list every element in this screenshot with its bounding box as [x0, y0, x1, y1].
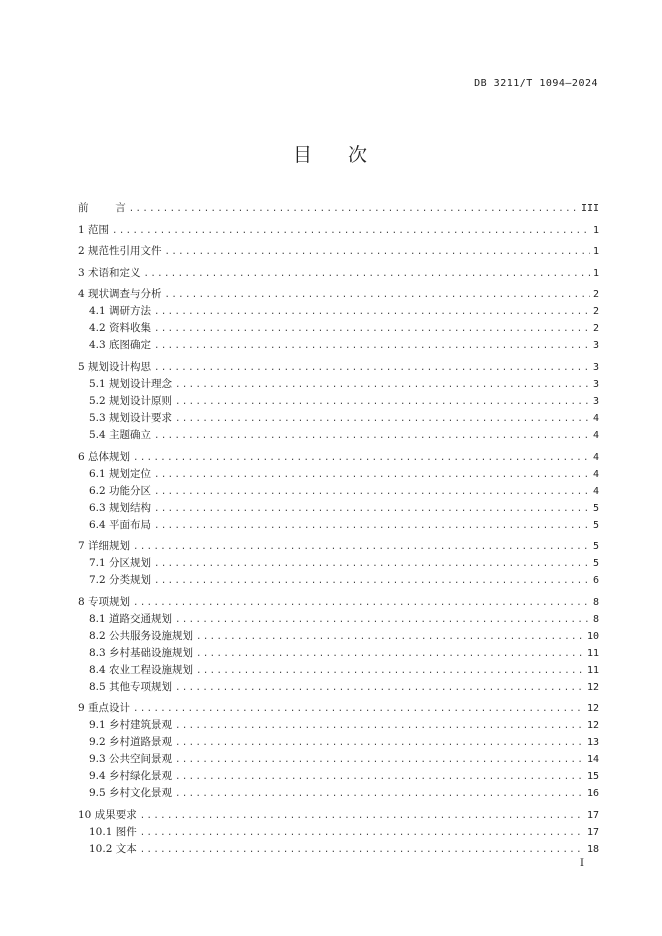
- toc-subentry[interactable]: [78, 427, 599, 444]
- toc-entry-page: 2: [592, 306, 599, 318]
- toc-subentry[interactable]: [78, 555, 599, 572]
- toc-leader-dots: [175, 394, 590, 411]
- toc-leader-dots: [175, 786, 584, 803]
- toc-entry[interactable]: [78, 594, 599, 611]
- toc-subentry[interactable]: [78, 662, 599, 679]
- toc-entry-label: 4.3 底图确定: [89, 339, 152, 352]
- toc-entry-page: 17: [586, 809, 599, 821]
- toc-leader-dots: [154, 501, 590, 518]
- page-title: [0, 140, 662, 167]
- toc-entry-page: 4: [592, 429, 599, 441]
- toc-subentry[interactable]: [78, 717, 599, 734]
- toc-subentry[interactable]: [78, 768, 599, 785]
- toc-leader-dots: [154, 467, 590, 484]
- toc-entry-label: 6.2 功能分区: [89, 484, 152, 497]
- toc-subentry[interactable]: [78, 734, 599, 751]
- toc-entry-label: 10.1 图件: [89, 825, 137, 838]
- toc-entry[interactable]: [78, 243, 599, 260]
- toc-entry-label: 6.3 规划结构: [89, 501, 152, 514]
- toc-entry-page: 5: [592, 502, 599, 514]
- toc-subentry[interactable]: [78, 824, 599, 841]
- toc-leader-dots: [175, 718, 584, 735]
- toc-entry-label: 10 成果要求: [78, 808, 137, 821]
- toc-leader-dots: [165, 287, 590, 304]
- toc-entry-page: 2: [592, 323, 599, 335]
- table-of-contents: [78, 200, 599, 858]
- toc-subentry[interactable]: [78, 679, 599, 696]
- toc-entry-page: 13: [586, 737, 599, 749]
- toc-subentry[interactable]: [78, 517, 599, 534]
- toc-entry-page: 5: [592, 558, 599, 570]
- toc-leader-dots: [196, 629, 584, 646]
- toc-leader-dots: [133, 595, 590, 612]
- toc-entry-page: 4: [592, 468, 599, 480]
- toc-entry-page: 2: [592, 289, 599, 301]
- toc-subentry[interactable]: [78, 320, 599, 337]
- toc-entry[interactable]: [78, 265, 599, 282]
- toc-subentry[interactable]: [78, 410, 599, 427]
- toc-leader-dots: [133, 450, 590, 467]
- toc-subentry[interactable]: [78, 785, 599, 802]
- toc-leader-dots: [175, 735, 584, 752]
- toc-entry[interactable]: [78, 222, 599, 239]
- toc-entry-label: 9.5 乡村文化景观: [89, 787, 173, 800]
- toc-entry-page: 6: [592, 575, 599, 587]
- toc-subentry[interactable]: [78, 376, 599, 393]
- toc-entry-label: 8.3 乡村基础设施规划: [89, 646, 194, 659]
- toc-entry-page: 3: [592, 395, 599, 407]
- toc-subentry[interactable]: [78, 611, 599, 628]
- toc-entry-label: 5.3 规划设计要求: [89, 411, 173, 424]
- toc-subentry[interactable]: [78, 483, 599, 500]
- toc-entry-label: 8.1 道路交通规划: [89, 612, 173, 625]
- toc-entry-page: 10: [586, 630, 599, 642]
- toc-leader-dots: [175, 377, 590, 394]
- toc-leader-dots: [175, 612, 590, 629]
- toc-entry-label: 7.2 分类规划: [89, 574, 152, 587]
- toc-leader-dots: [144, 266, 590, 283]
- toc-leader-dots: [154, 321, 590, 338]
- document-id: DB 3211/T 1094—2024: [474, 78, 598, 89]
- toc-leader-dots: [175, 752, 584, 769]
- toc-subentry[interactable]: [78, 393, 599, 410]
- toc-leader-dots: [154, 304, 590, 321]
- toc-leader-dots: [154, 518, 590, 535]
- toc-leader-dots: [175, 411, 590, 428]
- page-number: I: [580, 858, 584, 869]
- toc-entry-label: 6 总体规划: [78, 450, 131, 463]
- toc-subentry[interactable]: [78, 841, 599, 858]
- toc-entry-page: 12: [586, 703, 599, 715]
- toc-leader-dots: [154, 338, 590, 355]
- toc-leader-dots: [140, 842, 584, 859]
- toc-leader-dots: [140, 808, 584, 825]
- toc-entry-page: 18: [586, 843, 599, 855]
- toc-leader-dots: [154, 360, 590, 377]
- toc-leader-dots: [196, 663, 584, 680]
- toc-entry-page: 8: [592, 596, 599, 608]
- toc-subentry[interactable]: [78, 500, 599, 517]
- toc-entry-page: 3: [592, 340, 599, 352]
- toc-entry-page: 3: [592, 361, 599, 373]
- toc-entry[interactable]: [78, 359, 599, 376]
- toc-entry[interactable]: [78, 700, 599, 717]
- toc-entry-label: 9.3 公共空间景观: [89, 753, 173, 766]
- toc-leader-dots: [129, 201, 578, 218]
- toc-entry-label: 9.2 乡村道路景观: [89, 736, 173, 749]
- toc-entry-label: 6.1 规划定位: [89, 467, 152, 480]
- toc-entry-label: 4.1 调研方法: [89, 305, 152, 318]
- toc-entry-page: 11: [586, 647, 599, 659]
- toc-entry-page: III: [580, 203, 599, 214]
- toc-leader-dots: [133, 701, 584, 718]
- toc-leader-dots: [154, 573, 590, 590]
- toc-subentry[interactable]: [78, 751, 599, 768]
- toc-entry-label: 5 规划设计构思: [78, 360, 152, 373]
- toc-entry-page: 4: [592, 451, 599, 463]
- toc-entry-label: 8 专项规划: [78, 595, 131, 608]
- toc-leader-dots: [154, 484, 590, 501]
- toc-entry-page: 12: [586, 720, 599, 732]
- toc-leader-dots: [196, 646, 584, 663]
- toc-entry-label: 5.2 规划设计原则: [89, 394, 173, 407]
- toc-entry-label: 9.4 乡村绿化景观: [89, 770, 173, 783]
- toc-entry-label: 4 现状调查与分析: [78, 288, 162, 301]
- toc-entry-page: 4: [592, 485, 599, 497]
- toc-entry-label: 5.4 主题确立: [89, 428, 152, 441]
- toc-leader-dots: [165, 244, 590, 261]
- toc-entry[interactable]: [78, 538, 599, 555]
- toc-entry-page: 1: [592, 224, 599, 236]
- toc-leader-dots: [175, 769, 584, 786]
- toc-entry-page: 17: [586, 826, 599, 838]
- toc-entry-label: 10.2 文本: [89, 842, 137, 855]
- toc-entry[interactable]: [78, 286, 599, 303]
- toc-leader-dots: [154, 556, 590, 573]
- toc-entry-page: 15: [586, 771, 599, 783]
- toc-entry-label: 前 言: [78, 202, 126, 214]
- toc-entry-label: 7 详细规划: [78, 540, 131, 553]
- toc-subentry[interactable]: [78, 628, 599, 645]
- toc-entry[interactable]: [78, 449, 599, 466]
- toc-entry-label: 4.2 资料收集: [89, 322, 152, 335]
- toc-entry-label: 8.2 公共服务设施规划: [89, 629, 194, 642]
- toc-subentry[interactable]: [78, 466, 599, 483]
- toc-subentry[interactable]: [78, 303, 599, 320]
- toc-subentry[interactable]: [78, 572, 599, 589]
- toc-entry-label: 7.1 分区规划: [89, 557, 152, 570]
- toc-entry-label: 8.4 农业工程设施规划: [89, 663, 194, 676]
- toc-subentry[interactable]: [78, 645, 599, 662]
- toc-entry-label: 9.1 乡村建筑景观: [89, 719, 173, 732]
- toc-leader-dots: [175, 680, 584, 697]
- title-char-2: 次: [348, 144, 370, 166]
- toc-leader-dots: [112, 223, 590, 240]
- toc-entry-page: 5: [592, 519, 599, 531]
- toc-entry-page: 11: [586, 664, 599, 676]
- toc-entry-page: 1: [592, 246, 599, 258]
- toc-entry-label: 1 范围: [78, 223, 110, 236]
- toc-subentry[interactable]: [78, 337, 599, 354]
- toc-entry-label: 5.1 规划设计理念: [89, 377, 173, 390]
- toc-leader-dots: [133, 539, 590, 556]
- toc-entry-page: 3: [592, 378, 599, 390]
- toc-entry-label: 8.5 其他专项规划: [89, 680, 173, 693]
- toc-entry-label: 6.4 平面布局: [89, 518, 152, 531]
- toc-entry-page: 12: [586, 681, 599, 693]
- toc-entry-page: 4: [592, 412, 599, 424]
- toc-entry-page: 8: [592, 613, 599, 625]
- toc-entry-page: 1: [592, 267, 599, 279]
- toc-entry[interactable]: [78, 200, 599, 217]
- toc-entry-page: 14: [586, 754, 599, 766]
- toc-leader-dots: [140, 825, 584, 842]
- toc-entry-label: 2 规范性引用文件: [78, 245, 162, 258]
- toc-entry-page: 16: [586, 788, 599, 800]
- toc-entry-label: 3 术语和定义: [78, 266, 141, 279]
- toc-leader-dots: [154, 428, 590, 445]
- toc-entry-page: 5: [592, 541, 599, 553]
- title-char-1: 目: [292, 144, 314, 166]
- toc-entry-label: 9 重点设计: [78, 702, 131, 715]
- toc-entry[interactable]: [78, 807, 599, 824]
